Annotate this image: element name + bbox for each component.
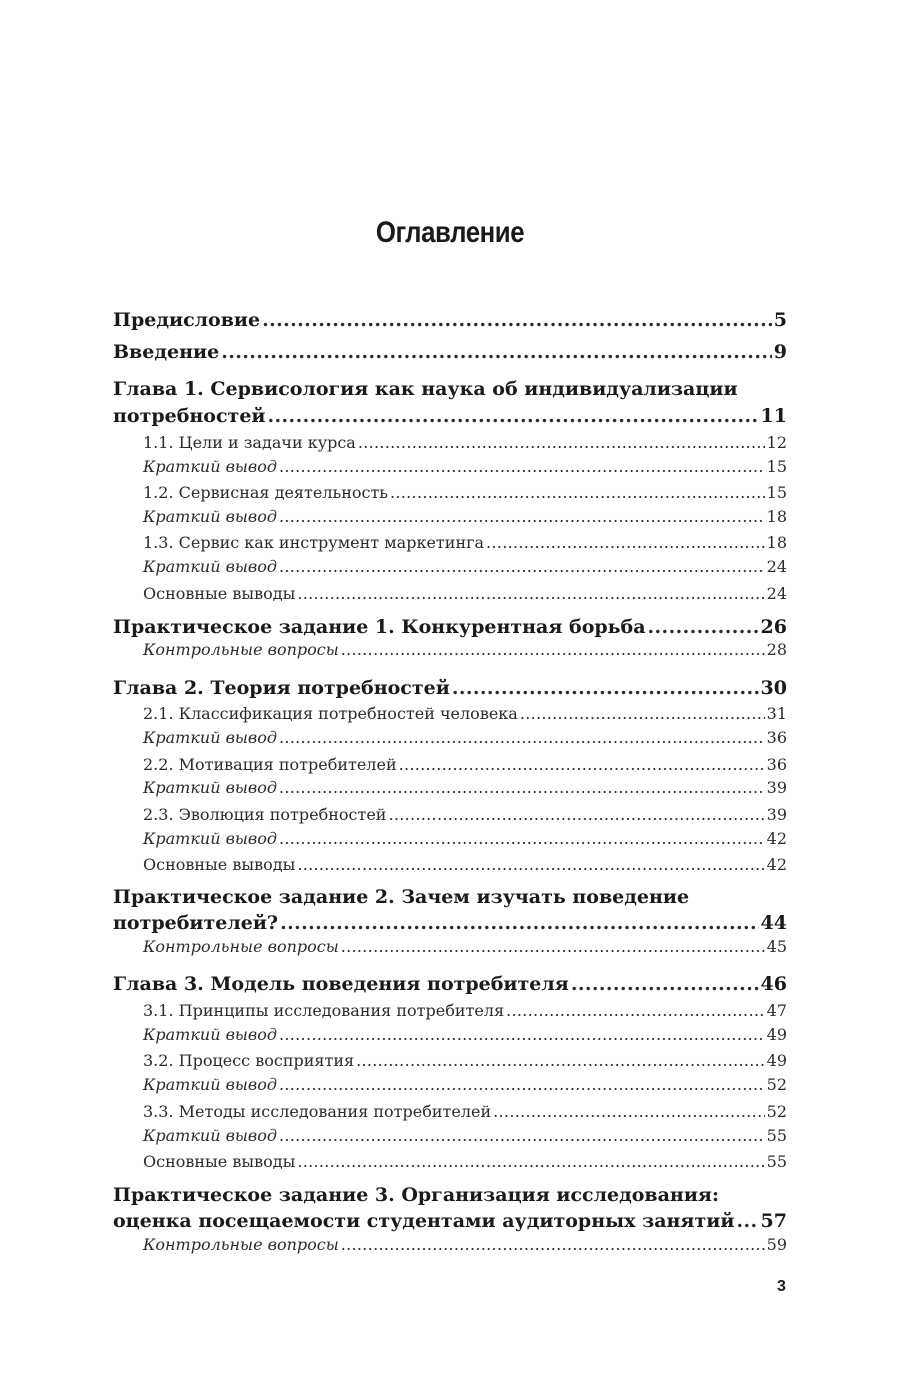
toc-entry-chapter-1[interactable] bbox=[113, 403, 787, 429]
toc-page-number: 15 bbox=[766, 483, 787, 502]
dot-leader bbox=[399, 754, 765, 776]
toc-entry-label: Контрольные вопросы bbox=[143, 640, 339, 659]
dot-leader bbox=[279, 828, 765, 850]
toc-subentry-summary[interactable] bbox=[143, 1125, 787, 1147]
dot-leader bbox=[356, 1050, 765, 1072]
toc-page-number: 15 bbox=[766, 457, 787, 476]
toc-entry-label: 1.1. Цели и задачи курса bbox=[143, 433, 356, 452]
toc-subentry[interactable] bbox=[143, 1050, 787, 1072]
toc-entry-label: 2.3. Эволюция потребностей bbox=[143, 805, 387, 824]
toc-subentry[interactable] bbox=[143, 482, 787, 504]
toc-page-number: 12 bbox=[766, 433, 787, 452]
page-number: 3 bbox=[777, 1278, 786, 1295]
toc-subentry-conclusions[interactable] bbox=[143, 854, 787, 876]
toc-entry-label: 3.3. Методы исследования потребителей bbox=[143, 1102, 492, 1121]
toc-page-number: 55 bbox=[766, 1126, 787, 1145]
toc-entry-practical-2[interactable] bbox=[113, 910, 787, 936]
dot-leader bbox=[486, 532, 765, 554]
toc-page-number: 18 bbox=[766, 507, 787, 526]
toc-page-number: 39 bbox=[766, 805, 787, 824]
dot-leader bbox=[520, 703, 765, 725]
dot-leader bbox=[279, 1125, 765, 1147]
toc-entry-label: Краткий вывод bbox=[143, 1126, 278, 1145]
dot-leader bbox=[279, 506, 765, 528]
toc-entry-preface[interactable] bbox=[113, 307, 787, 333]
dot-leader bbox=[388, 804, 764, 826]
dot-leader bbox=[297, 1151, 764, 1173]
dot-leader bbox=[648, 614, 759, 640]
dot-leader bbox=[279, 1074, 765, 1096]
toc-page-number: 5 bbox=[773, 309, 787, 331]
toc-page-number: 28 bbox=[766, 640, 787, 659]
dot-leader bbox=[571, 971, 759, 997]
toc-entry-label: Практическое задание 1. Конкурентная борьба bbox=[113, 616, 646, 638]
toc-page-number: 52 bbox=[766, 1102, 787, 1121]
toc-subentry-conclusions[interactable] bbox=[143, 583, 787, 605]
dot-leader bbox=[452, 675, 759, 701]
toc-subentry-summary[interactable] bbox=[143, 727, 787, 749]
toc-page-number: 57 bbox=[760, 1210, 787, 1232]
dot-leader bbox=[736, 1208, 758, 1234]
toc-entry-label: Краткий вывод bbox=[143, 457, 278, 476]
dot-leader bbox=[221, 339, 772, 365]
toc-page-number: 24 bbox=[766, 584, 787, 603]
toc-entry-label: Основные выводы bbox=[143, 584, 296, 603]
dot-leader bbox=[279, 556, 765, 578]
toc-entry-chapter-3[interactable] bbox=[113, 971, 787, 997]
dot-leader bbox=[390, 482, 765, 504]
toc-subentry[interactable] bbox=[143, 432, 787, 454]
toc-entry-label: Краткий вывод bbox=[143, 829, 278, 848]
dot-leader bbox=[341, 936, 765, 958]
toc-page-number: 18 bbox=[766, 533, 787, 552]
dot-leader bbox=[493, 1101, 764, 1123]
toc-entry-label: Краткий вывод bbox=[143, 557, 278, 576]
toc-page-number: 31 bbox=[766, 704, 787, 723]
toc-entry-label: Контрольные вопросы bbox=[143, 1235, 339, 1254]
toc-page-number: 47 bbox=[766, 1001, 787, 1020]
dot-leader bbox=[297, 583, 764, 605]
toc-subentry-summary[interactable] bbox=[143, 777, 787, 799]
toc-entry-label: Краткий вывод bbox=[143, 1025, 278, 1044]
toc-entry-label: 2.2. Мотивация потребителей bbox=[143, 755, 397, 774]
toc-subentry-questions[interactable] bbox=[143, 639, 787, 661]
toc-entry-label: Основные выводы bbox=[143, 1152, 296, 1171]
toc-page-number: 36 bbox=[766, 755, 787, 774]
toc-entry-chapter-1-heading[interactable]: Глава 1. Сервисология как наука об индивидуализации bbox=[113, 378, 738, 400]
toc-page-number: 30 bbox=[760, 677, 787, 699]
toc-subentry[interactable] bbox=[143, 754, 787, 776]
toc-entry-practical-3[interactable] bbox=[113, 1208, 787, 1234]
toc-entry-practical-3-heading[interactable]: Практическое задание 3. Организация исследования: bbox=[113, 1184, 719, 1206]
toc-subentry-summary[interactable] bbox=[143, 828, 787, 850]
toc-subentry-summary[interactable] bbox=[143, 456, 787, 478]
toc-entry-label: Краткий вывод bbox=[143, 507, 278, 526]
toc-entry-label: Предисловие bbox=[113, 309, 261, 331]
toc-page-number: 42 bbox=[766, 855, 787, 874]
toc-entry-label: Краткий вывод bbox=[143, 778, 278, 797]
toc-page-number: 9 bbox=[773, 341, 787, 363]
toc-entry-label: потребностей bbox=[113, 405, 266, 427]
toc-entry-label: оценка посещаемости студентами аудиторных занятий bbox=[113, 1210, 735, 1232]
toc-page-number: 59 bbox=[766, 1235, 787, 1254]
toc-entry-practical-2-heading[interactable]: Практическое задание 2. Зачем изучать поведение bbox=[113, 886, 690, 908]
table-of-contents bbox=[113, 0, 787, 1382]
toc-entry-label: 3.1. Принципы исследования потребителя bbox=[143, 1001, 505, 1020]
toc-page-number: 42 bbox=[766, 829, 787, 848]
toc-page-number: 39 bbox=[766, 778, 787, 797]
dot-leader bbox=[279, 456, 765, 478]
toc-subentry-summary[interactable] bbox=[143, 506, 787, 528]
toc-entry-label: Краткий вывод bbox=[143, 1075, 278, 1094]
dot-leader bbox=[268, 403, 759, 429]
toc-subentry-summary[interactable] bbox=[143, 1024, 787, 1046]
toc-entry-chapter-2[interactable] bbox=[113, 675, 787, 701]
toc-entry-label: Глава 2. Теория потребностей bbox=[113, 677, 450, 699]
toc-entry-practical-1[interactable] bbox=[113, 614, 787, 640]
toc-page-number: 36 bbox=[766, 728, 787, 747]
toc-entry-introduction[interactable] bbox=[113, 339, 787, 365]
toc-subentry-conclusions[interactable] bbox=[143, 1151, 787, 1173]
toc-entry-label: 3.2. Процесс восприятия bbox=[143, 1051, 355, 1070]
toc-page-number: 24 bbox=[766, 557, 787, 576]
toc-subentry-summary[interactable] bbox=[143, 1074, 787, 1096]
toc-page-number: 44 bbox=[760, 912, 787, 934]
dot-leader bbox=[341, 639, 765, 661]
toc-page-number: 26 bbox=[760, 616, 787, 638]
toc-entry-label: Контрольные вопросы bbox=[143, 937, 339, 956]
toc-entry-label: Глава 3. Модель поведения потребителя bbox=[113, 973, 569, 995]
toc-subentry[interactable] bbox=[143, 532, 787, 554]
dot-leader bbox=[279, 727, 765, 749]
toc-subentry[interactable] bbox=[143, 1101, 787, 1123]
toc-subentry[interactable] bbox=[143, 703, 787, 725]
toc-subentry-summary[interactable] bbox=[143, 556, 787, 578]
dot-leader bbox=[279, 1024, 765, 1046]
toc-subentry[interactable] bbox=[143, 1000, 787, 1022]
toc-entry-label: потребителей? bbox=[113, 912, 279, 934]
dot-leader bbox=[341, 1234, 765, 1256]
toc-subentry[interactable] bbox=[143, 804, 787, 826]
toc-page-number: 45 bbox=[766, 937, 787, 956]
toc-subentry-questions[interactable] bbox=[143, 1234, 787, 1256]
toc-entry-label: 1.3. Сервис как инструмент маркетинга bbox=[143, 533, 485, 552]
toc-page-number: 52 bbox=[766, 1075, 787, 1094]
toc-page-number: 49 bbox=[766, 1051, 787, 1070]
toc-page-number: 46 bbox=[760, 973, 787, 995]
toc-entry-label: 1.2. Сервисная деятельность bbox=[143, 483, 389, 502]
dot-leader bbox=[297, 854, 764, 876]
toc-entry-label: Основные выводы bbox=[143, 855, 296, 874]
dot-leader bbox=[279, 777, 765, 799]
dot-leader bbox=[358, 432, 765, 454]
toc-page-number: 11 bbox=[760, 405, 787, 427]
toc-page-number: 49 bbox=[766, 1025, 787, 1044]
toc-entry-label: 2.1. Классификация потребностей человека bbox=[143, 704, 518, 723]
dot-leader bbox=[262, 307, 772, 333]
toc-entry-label: Введение bbox=[113, 341, 220, 363]
toc-subentry-questions[interactable] bbox=[143, 936, 787, 958]
toc-entry-label: Краткий вывод bbox=[143, 728, 278, 747]
dot-leader bbox=[280, 910, 758, 936]
dot-leader bbox=[506, 1000, 765, 1022]
page-title: Оглавление bbox=[375, 216, 525, 249]
toc-page-number: 55 bbox=[766, 1152, 787, 1171]
